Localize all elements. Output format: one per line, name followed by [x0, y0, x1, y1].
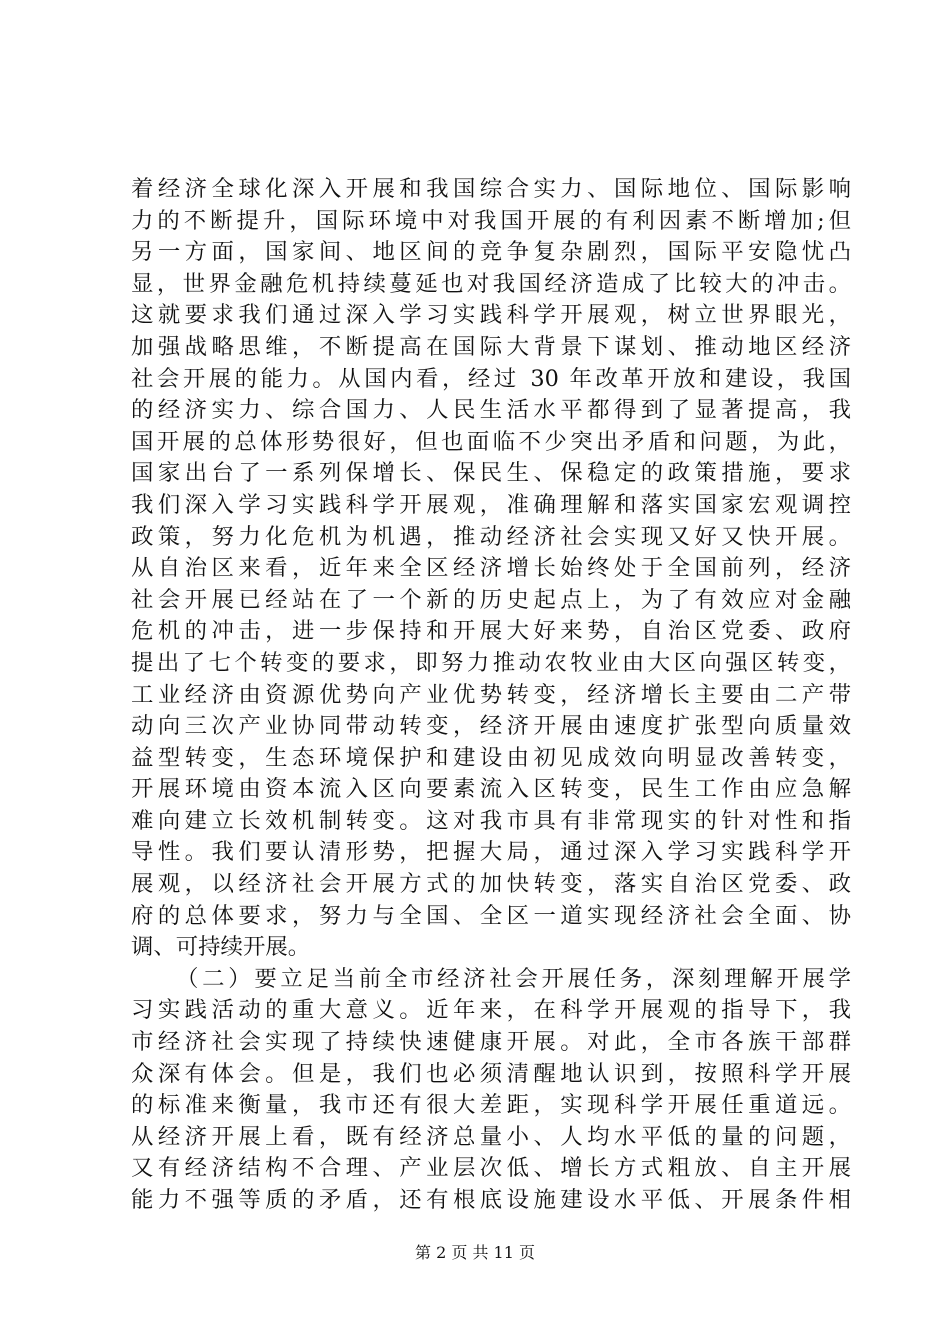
text-line: 另一方面，国家间、地区间的竞争复杂剧烈，国际平安隐忧凸 [131, 239, 851, 266]
text-line: 又有经济结构不合理、产业层次低、增长方式粗放、自主开展 [131, 1155, 851, 1182]
text-line: 社会开展的能力。从国内看，经过 30 年改革开放和建设，我国 [131, 365, 851, 392]
text-line: 显，世界金融危机持续蔓延也对我国经济造成了比较大的冲击。 [131, 270, 851, 297]
text-line: 提出了七个转变的要求，即努力推动农牧业由大区向强区转变， [131, 649, 851, 676]
text-line: 导性。我们要认清形势，把握大局，通过深入学习实践科学开 [131, 839, 851, 866]
text-line: 开展环境由资本流入区向要素流入区转变，民生工作由应急解 [131, 776, 851, 803]
text-line: 危机的冲击，进一步保持和开展大好来势，自治区党委、政府 [131, 618, 851, 645]
text-line: 习实践活动的重大意义。近年来，在科学开展观的指导下，我 [131, 997, 851, 1024]
text-line: 工业经济由资源优势向产业优势转变，经济增长主要由二产带 [131, 681, 851, 708]
text-line: 国开展的总体形势很好，但也面临不少突出矛盾和问题，为此， [131, 428, 851, 455]
page-number-footer: 第 2 页 共 11 页 [415, 1243, 535, 1262]
paragraph-2 [131, 964, 851, 1217]
text-line: 从经济开展上看，既有经济总量小、人均水平低的量的问题， [131, 1123, 851, 1150]
text-line: 众深有体会。但是，我们也必须清醒地认识到，按照科学开展 [131, 1060, 851, 1087]
text-line: 动向三次产业协同带动转变，经济开展由速度扩张型向质量效 [131, 713, 851, 740]
text-line: 我们深入学习实践科学开展观，准确理解和落实国家宏观调控 [131, 491, 851, 518]
text-line: 力的不断提升，国际环境中对我国开展的有利因素不断增加;但 [131, 207, 851, 234]
text-line: 社会开展已经站在了一个新的历史起点上，为了有效应对金融 [131, 586, 851, 613]
text-line: 加强战略思维，不断提高在国际大背景下谋划、推动地区经济 [131, 333, 851, 360]
text-line: 调、可持续开展。 [131, 934, 311, 961]
text-line: 的经济实力、综合国力、人民生活水平都得到了显著提高，我 [131, 397, 851, 424]
text-line: 这就要求我们通过深入学习实践科学开展观，树立世界眼光， [131, 302, 851, 329]
text-line: 的标准来衡量，我市还有很大差距，实现科学开展任重道远。 [131, 1092, 851, 1119]
text-line: 难向建立长效机制转变。这对我市具有非常现实的针对性和指 [131, 807, 851, 834]
text-line: 府的总体要求，努力与全国、全区一道实现经济社会全面、协 [131, 902, 851, 929]
text-line: （二）要立足当前全市经济社会开展任务，深刻理解开展学 [176, 965, 851, 992]
text-line: 展观，以经济社会开展方式的加快转变，落实自治区党委、政 [131, 871, 851, 898]
paragraph-1 [131, 174, 851, 964]
document-body [131, 174, 851, 1217]
text-line: 市经济社会实现了持续快速健康开展。对此，全市各族干部群 [131, 1029, 851, 1056]
text-line: 着经济全球化深入开展和我国综合实力、国际地位、国际影响 [131, 176, 851, 202]
text-line: 政策，努力化危机为机遇，推动经济社会实现又好又快开展。 [131, 523, 851, 550]
text-line: 益型转变，生态环境保护和建设由初见成效向明显改善转变， [131, 744, 851, 771]
text-line: 从自治区来看，近年来全区经济增长始终处于全国前列，经济 [131, 555, 851, 582]
text-line: 国家出台了一系列保增长、保民生、保稳定的政策措施，要求 [131, 460, 851, 487]
text-line: 能力不强等质的矛盾，还有根底设施建设水平低、开展条件相 [131, 1187, 851, 1213]
